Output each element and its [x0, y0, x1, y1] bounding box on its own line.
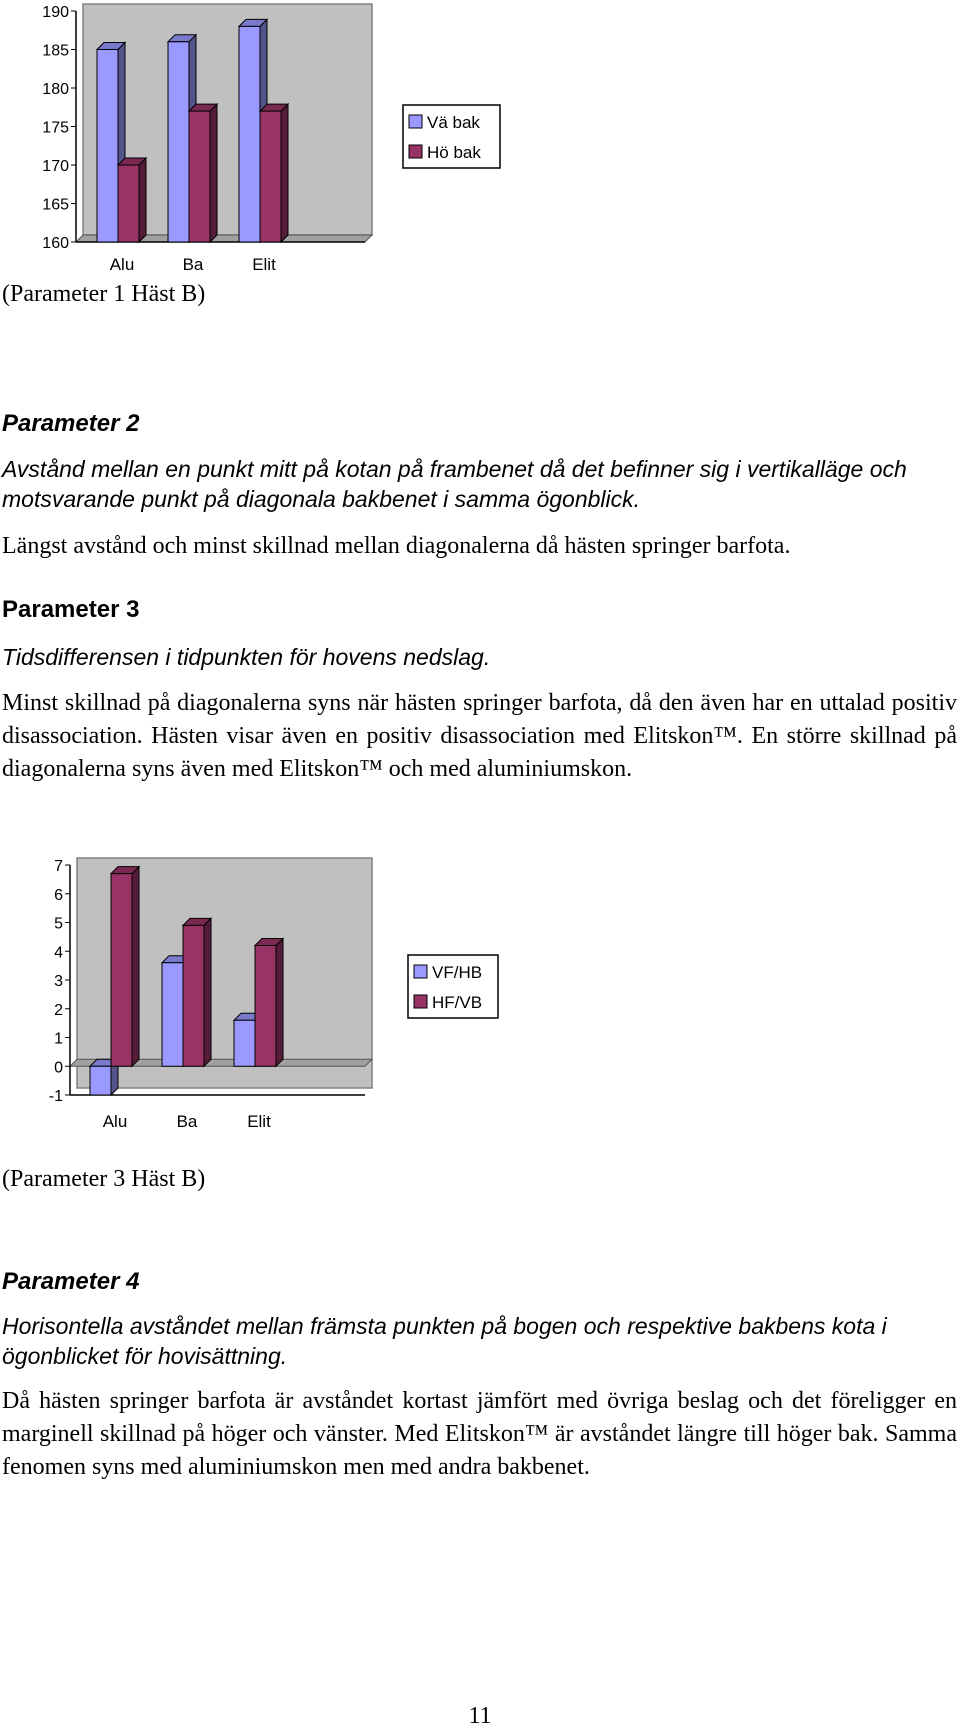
bar-hfvb-elit [255, 946, 276, 1067]
x-tick-label-alu: Alu [109, 255, 135, 274]
legend-label: Vä bak [427, 113, 480, 132]
legend-swatch-vfhb [414, 965, 427, 978]
definition-parameter-2: Avstånd mellan en punkt mitt på kotan på frambenet då det befinner sig i vertikalläge och motsvarande punkt på diagonala bakbenet i samma ögonblick. [2, 456, 907, 512]
bar-vfhb-elit [234, 1020, 255, 1066]
x-tick-label-alu: Alu [102, 1112, 128, 1131]
bar-vbak-ba [168, 42, 189, 242]
x-tick-label-ba: Ba [176, 1112, 198, 1131]
legend-swatch-hbak [409, 145, 422, 158]
legend-swatch-vbak [409, 115, 422, 128]
y-tick-label: 180 [42, 81, 69, 98]
bar-hbak-alu [118, 165, 139, 242]
result-parameter-2: Längst avstånd och minst skillnad mellan diagonalerna då hästen springer barfota. [2, 533, 791, 559]
y-tick-label: 7 [54, 858, 63, 875]
bar-hbak-elit [260, 111, 281, 242]
x-tick-label-elit: Elit [247, 1112, 271, 1131]
y-tick-label: 3 [54, 973, 63, 990]
y-tick-label: 185 [42, 42, 69, 60]
bar-vfhb-alu [90, 1066, 111, 1095]
y-tick-label: 5 [54, 915, 63, 933]
bar-side-hbak-elit [281, 104, 288, 242]
x-tick-label-elit: Elit [252, 255, 276, 274]
result-parameter-4: Då hästen springer barfota är avståndet kortast jämfört med övriga beslag och det föreligger en marginell skillnad på höger och vänster. Med Elitskon™ är avståndet längre till höger bak. Samma fenomen syns med aluminiumskon men med andra bakbenet. [2, 1388, 957, 1480]
y-tick-label: 6 [54, 886, 63, 904]
legend-label: HF/VB [432, 993, 483, 1012]
figure-caption-parameter-1: (Parameter 1 Häst B) [2, 281, 206, 307]
y-tick-label: 160 [42, 235, 69, 252]
heading-parameter-4: Parameter 4 [2, 1268, 140, 1295]
bar-side-hbak-ba [210, 104, 217, 242]
bar-vbak-alu [97, 50, 118, 243]
chart-parameter-1 [0, 0, 520, 274]
bar-vbak-elit [239, 26, 260, 242]
y-tick-label: 1 [54, 1030, 63, 1048]
y-tick-label: 0 [54, 1059, 63, 1077]
heading-parameter-3: Parameter 3 [2, 596, 140, 623]
definition-parameter-4: Horisontella avståndet mellan främsta punkten på bogen och respektive bakbens kota i ögonblicket för hovisättning. [2, 1313, 887, 1369]
bar-side-hfvb-elit [276, 939, 283, 1067]
bar-hfvb-ba [183, 925, 204, 1066]
chart-parameter-3 [0, 850, 520, 1140]
bar-side-hfvb-alu [132, 867, 139, 1067]
bar-side-hfvb-ba [204, 918, 211, 1066]
bar-side-hbak-alu [139, 158, 146, 242]
page-number: 11 [468, 1703, 492, 1729]
definition-parameter-3: Tidsdifferensen i tidpunkten för hovens nedslag. [2, 644, 491, 670]
legend-label: Hö bak [427, 143, 481, 162]
bar-hfvb-alu [111, 874, 132, 1067]
chart-1-svg [0, 0, 520, 274]
chart-2-svg [0, 850, 520, 1140]
bar-vfhb-ba [162, 963, 183, 1067]
bar-hbak-ba [189, 111, 210, 242]
y-tick-label: 170 [42, 158, 69, 175]
figure-caption-parameter-3: (Parameter 3 Häst B) [2, 1166, 206, 1192]
y-tick-label: 165 [42, 196, 69, 214]
legend-swatch-hfvb [414, 995, 427, 1008]
y-tick-label: 175 [42, 119, 69, 137]
y-tick-label: -1 [48, 1088, 63, 1105]
y-tick-label: 190 [42, 4, 69, 21]
y-tick-label: 2 [54, 1001, 63, 1019]
x-tick-label-ba: Ba [182, 255, 204, 274]
result-parameter-3: Minst skillnad på diagonalerna syns när hästen springer barfota, då den även har en uttalad positiv disassociation. Hästen visar även en positiv disassociation med Elitskon™. En större skillnad på diagonalerna syns även med Elitskon™ och med aluminiumskon. [2, 690, 957, 782]
heading-parameter-2: Parameter 2 [2, 410, 140, 437]
legend-label: VF/HB [432, 963, 483, 982]
y-tick-label: 4 [54, 944, 63, 962]
